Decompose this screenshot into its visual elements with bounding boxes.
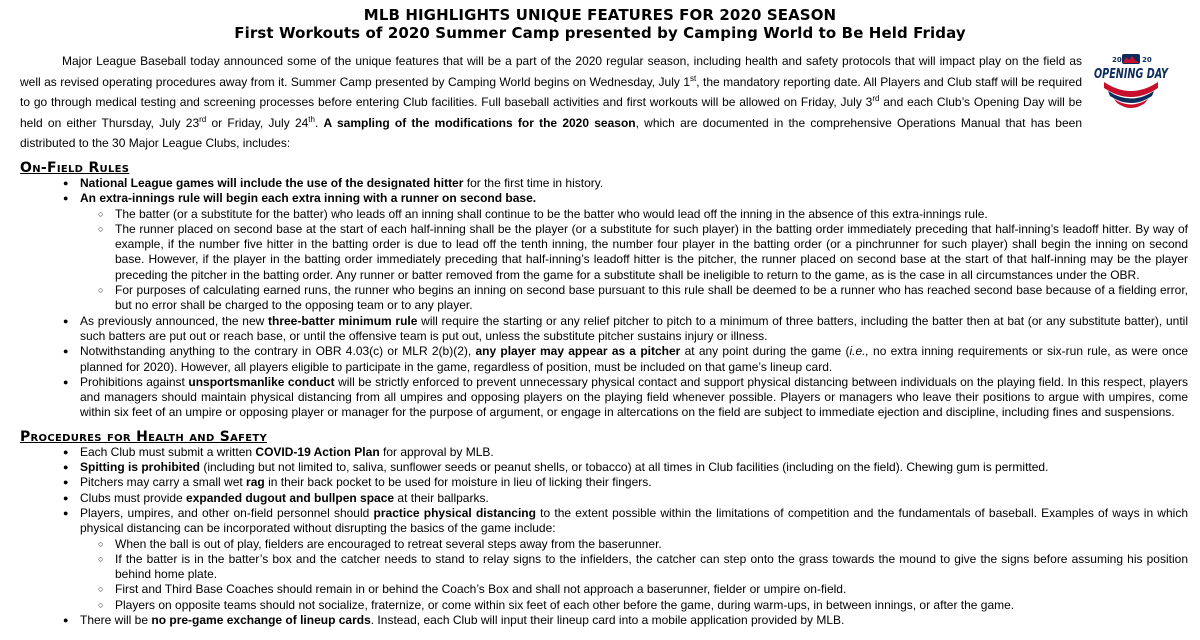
sub-list-item: ○ If the batter is in the batter’s box and the catcher needs to stand to relay signs to the infielders, the catcher can step onto the grass towards the mound to give the signs before assuming his position behind home plate. <box>20 552 1188 583</box>
list-item: ● An extra-innings rule will begin each extra inning with a runner on second base. ○ The batter (or a substitute for the batter) who leads off an inning shall continue to be the batter who would lead off the inning in the absence of this extra-innings rule. ○ The runner placed on second base at the start of each half-inning shall be the player (or a substitute for such player) in the batting order immediately preceding that half-inning’s leadoff hitter. By way of example, if the number five hitter in the batting order is due to lead off the tenth inning, the number four player in the batting order (or a pinchrunner for such player) shall begin the inning on second base. However, if the player in the batting order immediately preceding that half-inning’s leadoff hitter is the pitcher, the runner placed on second base at the start of that half-inning may be the player preceding the pitcher in the batting order. Any runner or batter removed from the game for a substitute shall be ineligible to return to the game, as is the case in all circumstances under the OBR. ○ For purposes of calculating earned runs, the runner who begins an inning on second base pursuant to this rule shall be deemed to be a runner who has reached second base because of a fielding error, but no error shall be charged to the opposing team or to any player. <box>20 191 1188 313</box>
health-safety-list <box>20 445 1188 629</box>
sub-list-item: ○ First and Third Base Coaches should remain in or behind the Coach’s Box and shall not approach a baserunner, fielder or umpire on-field. <box>20 582 1188 597</box>
sub-list-item: ○ When the ball is out of play, fielders are encouraged to retreat several steps away from the baserunner. <box>20 537 1188 552</box>
list-item: ● There will be no pre-game exchange of lineup cards. Instead, each Club will input their lineup card into a mobile application provided by MLB. <box>20 613 1188 628</box>
health-safety-heading: Procedures for Health and Safety <box>20 428 268 445</box>
list-item: ● Notwithstanding anything to the contrary in OBR 4.03(c) or MLR 2(b)(2), any player may appear as a pitcher at any point during the game (i.e., no extra inning requirements or six-run rule, as were once planned for 2020). However, all players eligible to participate in the game, regardless of position, must be included on that game’s lineup card. <box>20 344 1188 375</box>
logo-year-right: 20 <box>1142 56 1152 64</box>
list-item: ● Spitting is prohibited (including but not limited to, saliva, sunflower seeds or peanut shells, or tobacco) at all times in Club facilities (including on the field). Chewing gum is permitted. <box>20 460 1188 475</box>
onfield-rules-heading: On-Field Rules <box>20 160 130 176</box>
onfield-rules-list <box>20 176 1188 421</box>
sub-list-item: ○ The runner placed on second base at the start of each half-inning shall be the player (or a substitute for such player) in the batting order immediately preceding that half-inning’s leadoff hitter. By way of example, if the number five hitter in the batting order is due to lead off the tenth inning, the number four player in the batting order (or a pinchrunner for such player) shall begin the inning on second base. However, if the player in the batting order immediately preceding that half-inning’s leadoff hitter is the pitcher, the runner placed on second base at the start of that half-inning may be the player preceding the pitcher in the batting order. Any runner or batter removed from the game for a substitute shall be ineligible to return to the game, as is the case in all circumstances under the OBR. <box>20 222 1188 283</box>
document-title: MLB HIGHLIGHTS UNIQUE FEATURES FOR 2020 SEASON <box>363 6 837 24</box>
logo-text: OPENING DAY <box>1094 66 1169 82</box>
sub-list-item: ○ The batter (or a substitute for the batter) who leads off an inning shall continue to be the batter who would lead off the inning in the absence of this extra-innings rule. <box>20 207 1188 222</box>
list-item: ● Each Club must submit a written COVID-19 Action Plan for approval by MLB. <box>20 445 1188 460</box>
opening-day-logo-icon <box>1092 52 1170 114</box>
list-item: ● Prohibitions against unsportsmanlike conduct will be strictly enforced to prevent unnecessary physical contact and support physical distancing between individuals on the playing field. In this respect, players and managers should maintain physical distancing from all umpires and opposing players on the playing field whenever possible. Players or managers who leave their positions to argue with umpires, come within six feet of an umpire or opposing player or manager for the purpose of argument, or engage in altercations on the field are subject to immediate ejection and discipline, including fines and suspensions. <box>20 375 1188 421</box>
intro-paragraph: Major League Baseball today announced some of the unique features that will be a part of the 2020 regular season, including health and safety protocols that will impact play on the field as well as revised operating procedures away from it. Summer Camp presented by Camping World begins on Wednesday, July 1st, the mandatory reporting date. All Players and Club staff will be required to go through medical testing and screening processes before entering Club facilities. Full baseball activities and first workouts will be allowed on Friday, July 3rd and each Club’s Opening Day will be held on either Thursday, July 23rd or Friday, July 24th. A sampling of the modifications for the 2020 season, which are documented in the comprehensive Operations Manual that has been distributed to the 30 Major League Clubs, includes: <box>20 54 1083 151</box>
list-item: ● Players, umpires, and other on-field personnel should practice physical distancing to the extent possible within the limitations of competition and the fundamentals of baseball. Examples of ways in which physical distancing can be incorporated without disrupting the basics of the game include: ○ When the ball is out of play, fielders are encouraged to retreat several steps away from the baserunner. ○ If the batter is in the batter’s box and the catcher needs to stand to relay signs to the infielders, the catcher can step onto the grass towards the mound to give the signs before assuming his position behind home plate. ○ First and Third Base Coaches should remain in or behind the Coach’s Box and shall not approach a baserunner, fielder or umpire on-field. ○ Players on opposite teams should not socialize, fraternize, or come within six feet of each other before the game, during warm-ups, in between innings, or after the game. <box>20 506 1188 613</box>
logo-year-left: 20 <box>1112 56 1122 64</box>
sub-list-item: ○ For purposes of calculating earned runs, the runner who begins an inning on second base pursuant to this rule shall be deemed to be a runner who has reached second base because of a fielding error, but no error shall be charged to the opposing team or to any player. <box>20 283 1188 314</box>
list-item: ● Clubs must provide expanded dugout and bullpen space at their ballparks. <box>20 491 1188 506</box>
document-subtitle: First Workouts of 2020 Summer Camp presented by Camping World to Be Held Friday <box>234 24 966 42</box>
list-item: ● Pitchers may carry a small wet rag in their back pocket to be used for moisture in lieu of licking their fingers. <box>20 475 1188 490</box>
list-item: ● As previously announced, the new three-batter minimum rule will require the starting or any relief pitcher to pitch to a minimum of three batters, including the batter then at bat (or any substitute batter), until such batters are put out or reach base, or until the offensive team is put out, unless the substitute pitcher sustains injury or illness. <box>20 314 1188 345</box>
sub-list-item: ○ Players on opposite teams should not socialize, fraternize, or come within six feet of each other before the game, during warm-ups, in between innings, or after the game. <box>20 598 1188 613</box>
list-item: ● National League games will include the use of the designated hitter for the first time in history. <box>20 176 1188 191</box>
